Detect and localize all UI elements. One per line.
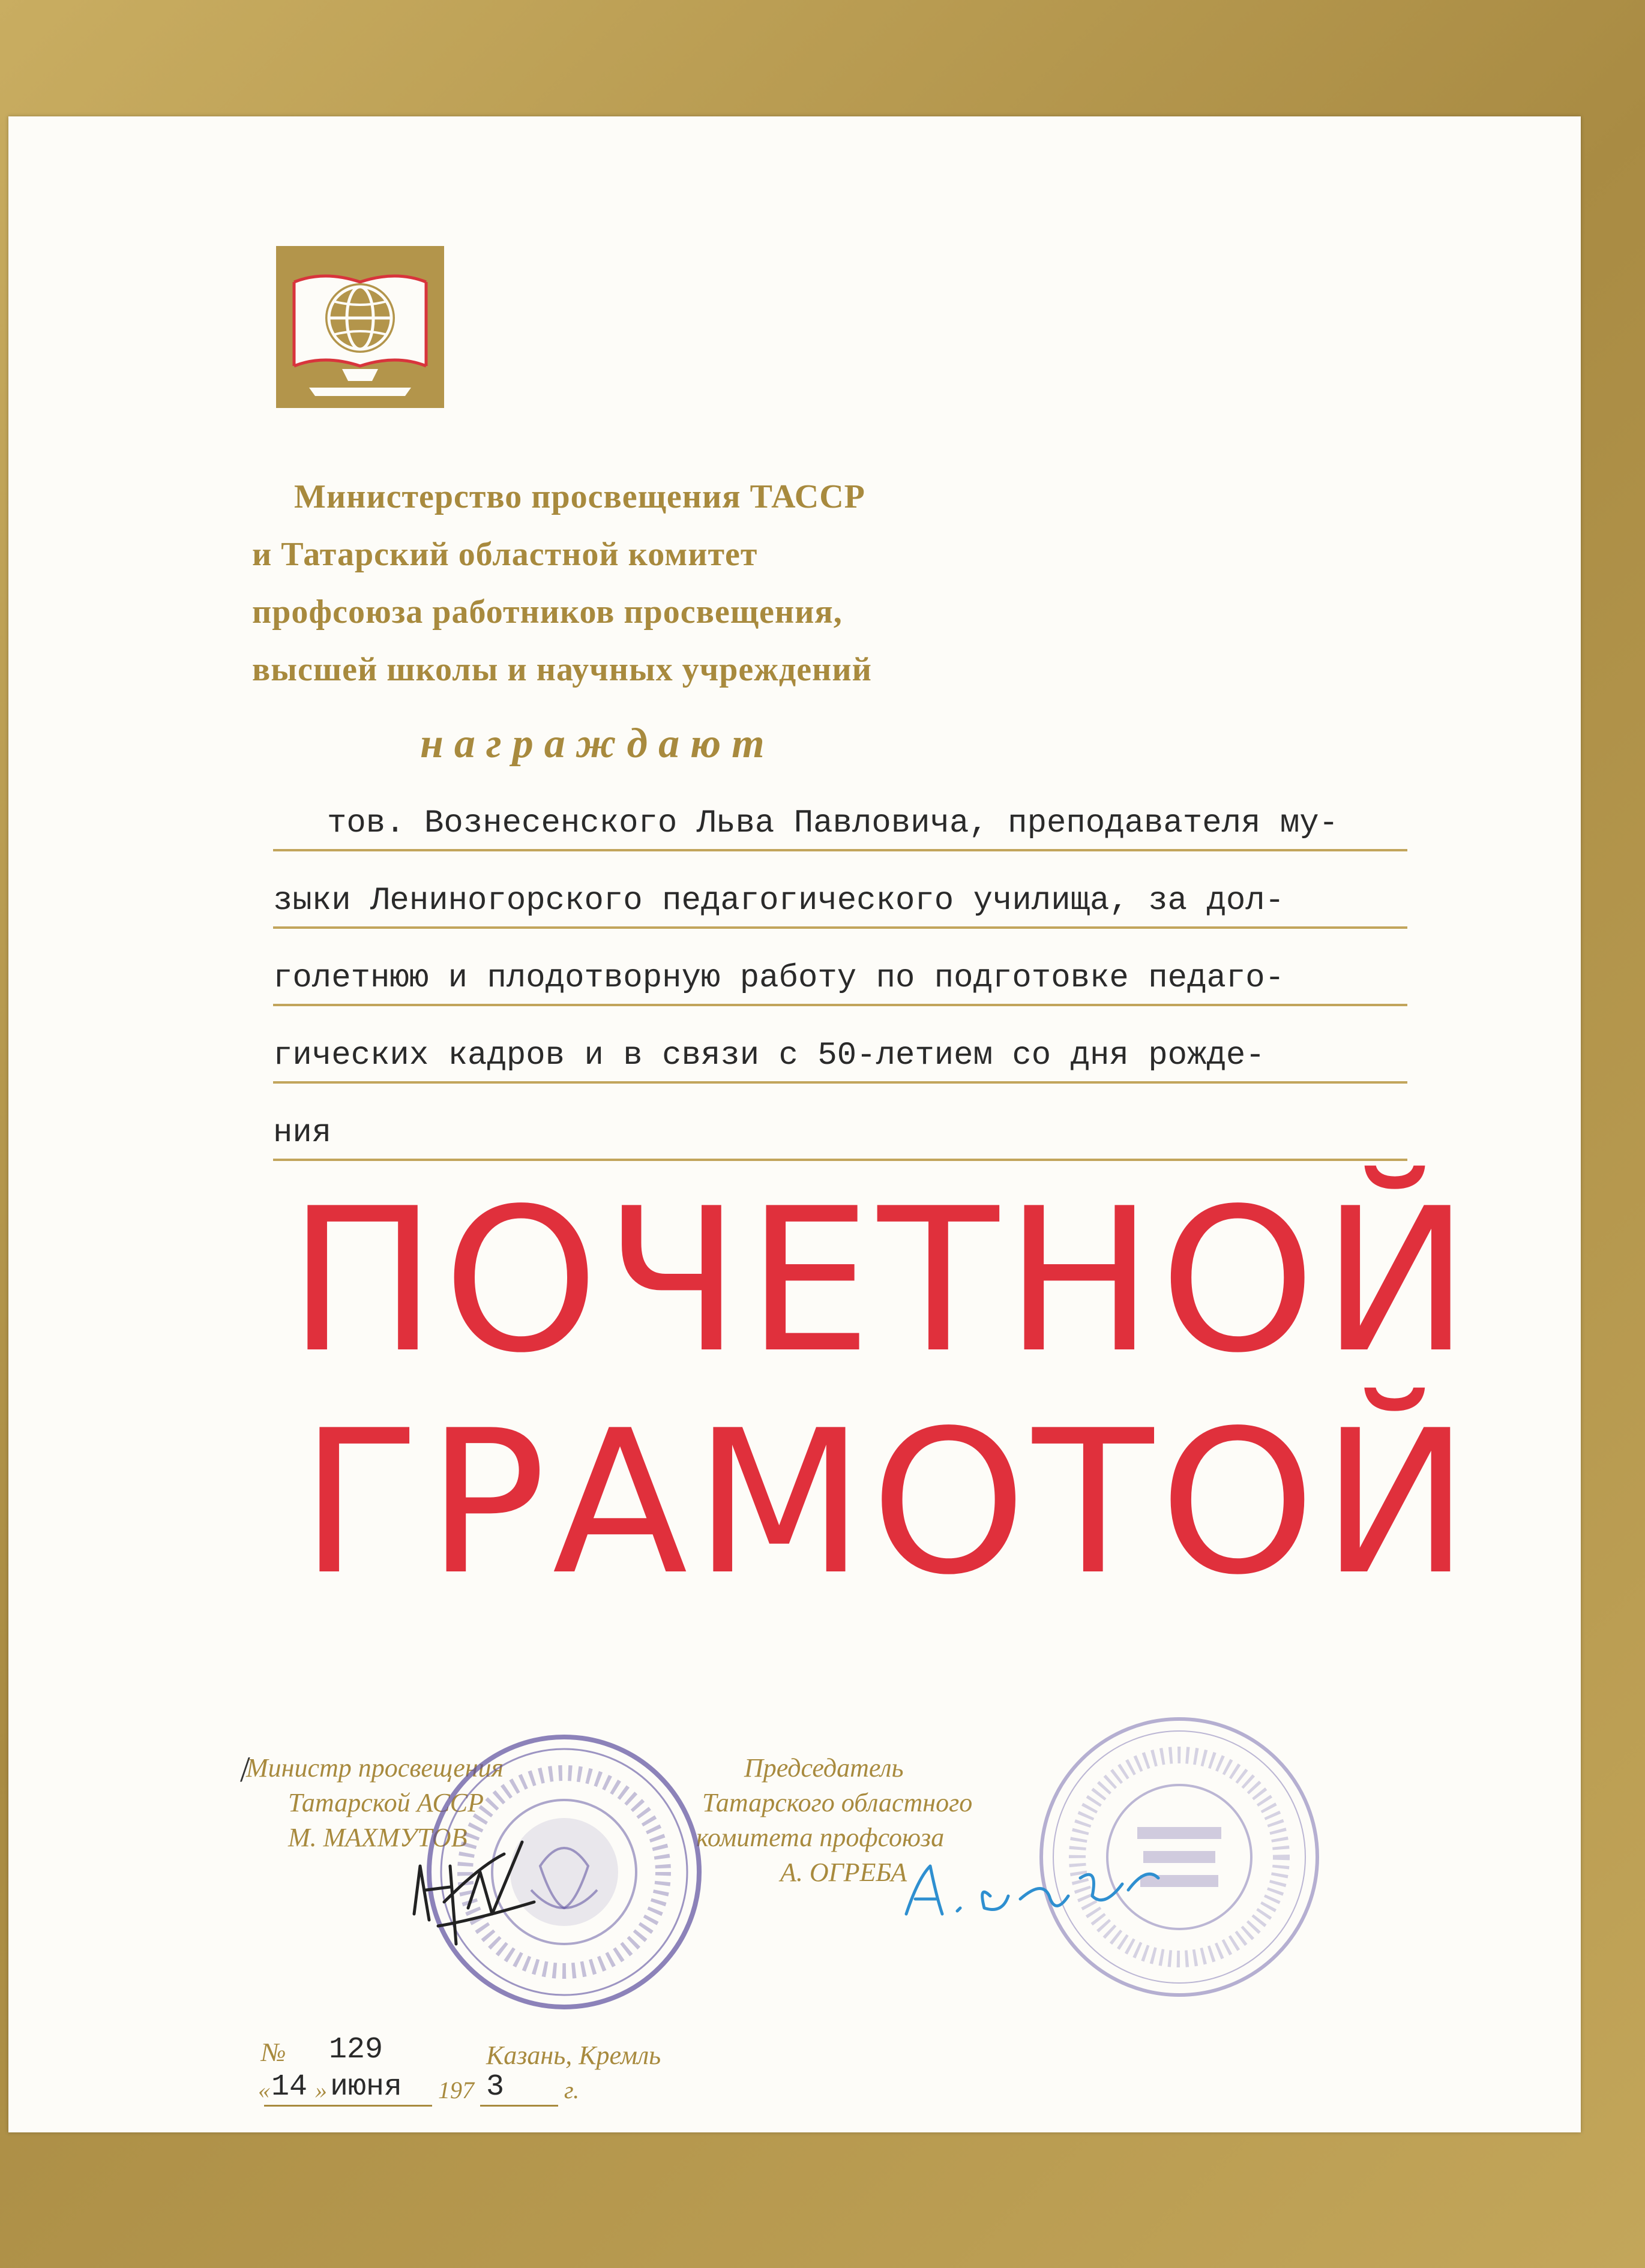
date-close-quote: » (315, 2077, 327, 2104)
typed-row (273, 929, 1407, 1006)
signatory-left-org: Татарской АССР (288, 1788, 484, 1817)
typed-line-4: гических кадров и в связи с 50-летием со дня рожде- (273, 1037, 1265, 1074)
date-month: июня (330, 2070, 403, 2104)
minister-signature (402, 1830, 558, 1968)
issue-place: Казань, Кремль (486, 2041, 661, 2070)
chairman-signature (900, 1842, 1176, 1938)
typed-row (273, 1084, 1407, 1161)
issuer-line-2: и Татарский областной комитет (252, 536, 758, 573)
date-underline (264, 2105, 318, 2107)
date-year-suffix: 3 (486, 2070, 505, 2104)
book-globe-emblem (276, 246, 444, 408)
number-label: № (261, 2038, 286, 2067)
title-line-1: ПОЧЕТНОЙ (288, 1166, 1476, 1396)
issue-date (258, 2070, 582, 2112)
issuer-heading (252, 468, 1092, 698)
signatory-right-title: Председатель (744, 1753, 904, 1783)
signatory-right-org-1: Татарского областного (702, 1788, 973, 1817)
title-line-2: ГРАМОТОЙ (300, 1388, 1476, 1618)
signatory-right-org-2: комитета профсоюза (696, 1823, 945, 1852)
signatory-left-name: М. МАХМУТОВ (288, 1823, 468, 1852)
signatory-right-name: А. ОГРЕБА (780, 1858, 907, 1887)
issuer-line-1: Министерство просвещения ТАССР (294, 478, 865, 515)
typed-row (273, 1006, 1407, 1084)
typed-line-2: зыки Лениногорского педагогического училища, за дол- (273, 883, 1285, 919)
recipient-text-block (273, 774, 1407, 1161)
typed-row (273, 774, 1407, 851)
typed-line-3: голетнюю и плодотворную работу по подготовке педаго- (273, 960, 1285, 997)
signatory-left-title: Министр просвещения (246, 1753, 504, 1783)
date-year-abbr: г. (564, 2077, 580, 2104)
certificate-title (288, 1166, 1476, 1618)
typed-line-1: тов. Вознесенского Льва Павловича, преподавателя му- (327, 805, 1339, 842)
awards-word: награждают (420, 721, 775, 767)
date-underline (480, 2105, 558, 2107)
date-open-quote: « (258, 2077, 270, 2104)
issuer-line-4: высшей школы и научных учреждений (252, 651, 872, 688)
typed-line-5: ния (273, 1115, 332, 1151)
date-underline (318, 2105, 432, 2107)
typed-row (273, 851, 1407, 929)
pen-mark: / (240, 1750, 250, 1789)
date-day: 14 (271, 2070, 308, 2104)
issuer-line-3: профсоюза работников просвещения, (252, 593, 843, 631)
certificate-number: 129 (329, 2033, 383, 2067)
date-year-prefix: 197 (438, 2077, 474, 2104)
